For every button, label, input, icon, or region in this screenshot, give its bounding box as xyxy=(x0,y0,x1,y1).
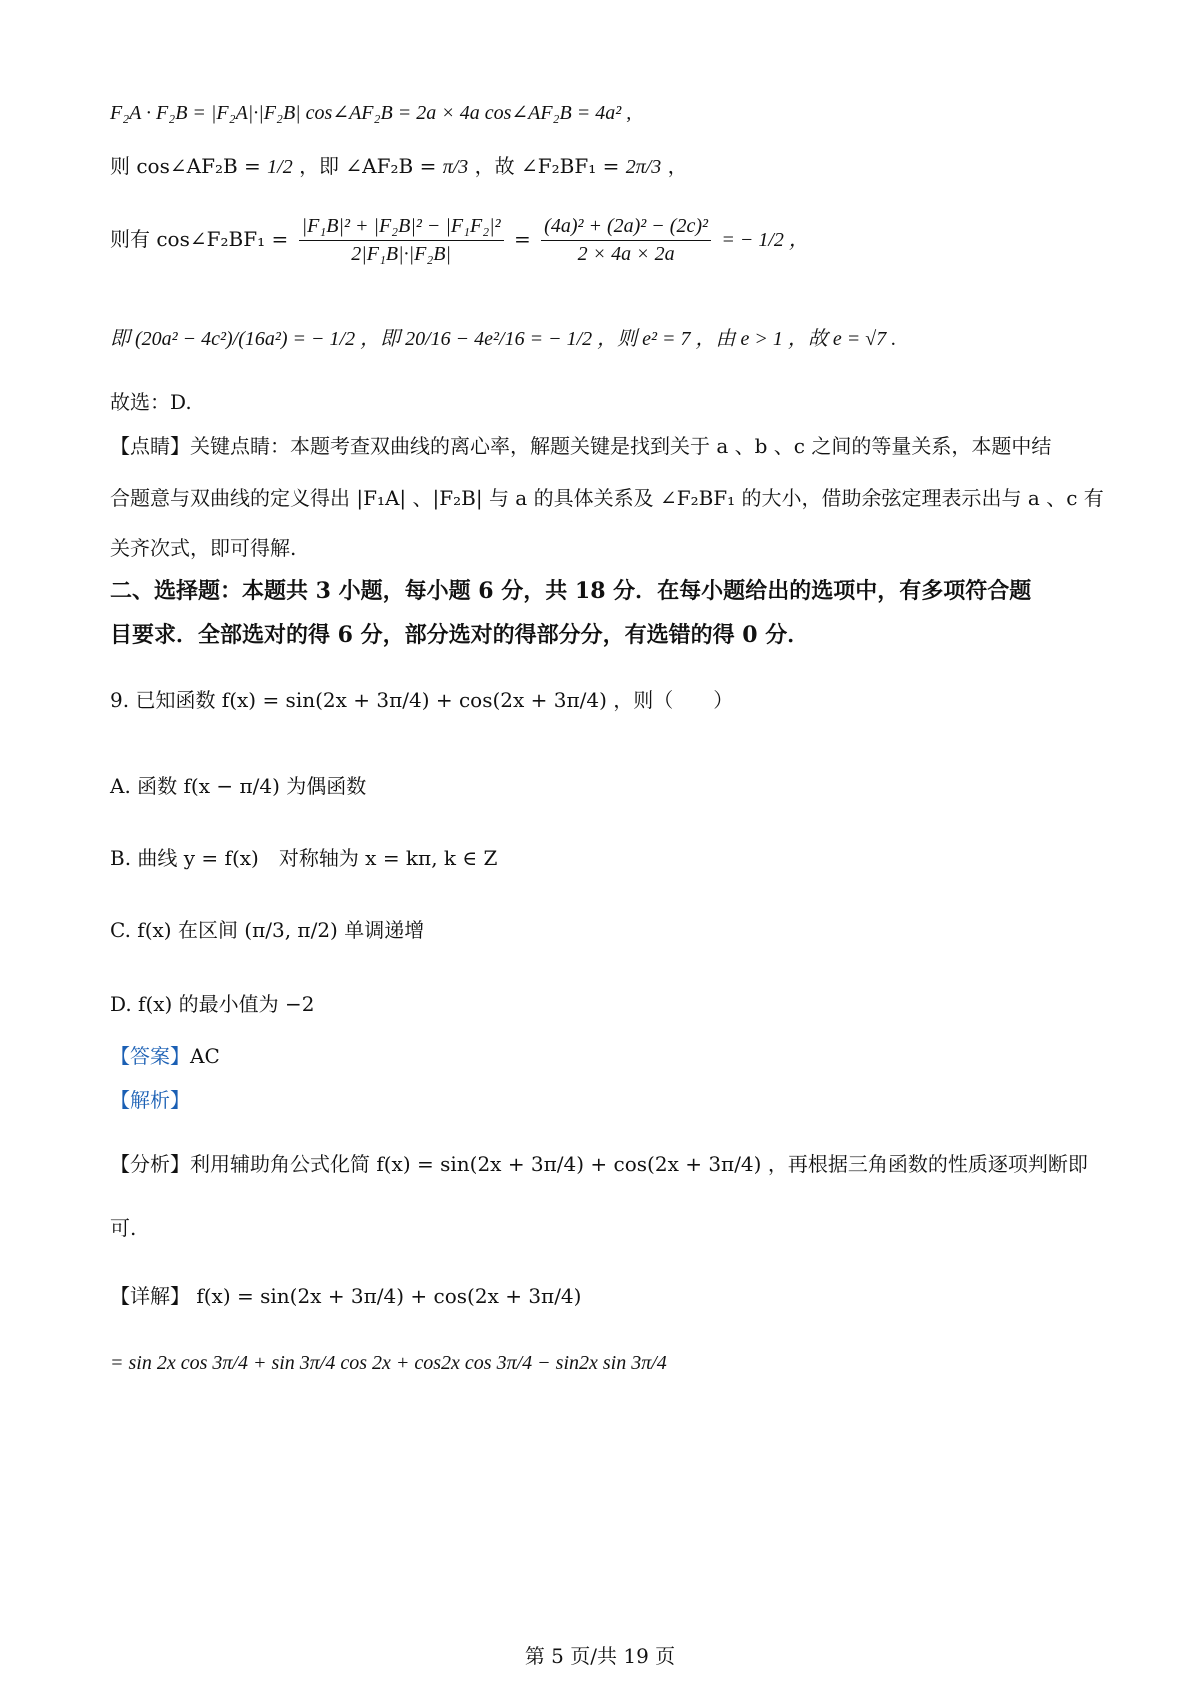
option-b: B. 曲线 y = f(x) 对称轴为 x = kπ, k ∈ Z xyxy=(110,846,498,870)
key-point-line-2: 合题意与双曲线的定义得出 |F₁A| 、|F₂B| 与 a 的具体关系及 ∠F₂BF₁ 的大小，借助余弦定理表示出与 a 、c 有 xyxy=(110,486,1104,510)
option-a: A. 函数 f(x − π/4) 为偶函数 xyxy=(110,774,367,798)
equation-cos-angle: 则 cos∠AF₂B = 1/2 ，即 ∠AF₂B = π/3 ，故 ∠F₂BF₁ = 2π/3 ， xyxy=(110,154,688,178)
question-9: 9. 已知函数 f(x) = sin(2x + 3π/4) + cos(2x + 3π/4) ，则（ ） xyxy=(110,688,734,712)
page-footer: 第 5 页/共 19 页 xyxy=(524,1644,676,1668)
analysis-tag: 【解析】 xyxy=(110,1088,190,1112)
equation-cosine-law: 则有 cos∠F₂BF₁ = $\frac{\text{|F₁B|² + |F₂B|² − |F₁F₂|²}}{\text{2|F₁B|·|F₂B|}}$ = $\frac{\text{(4a)² + (2a)² − (2c)²}}{2 \times 4a \times 2a}$ = − 1/2 ， xyxy=(110,215,809,265)
key-point-line-1: 【点睛】关键点睛：本题考查双曲线的离心率，解题关键是找到关于 a 、b 、c 之间的等量关系，本题中结 xyxy=(110,434,1052,458)
option-c: C. f(x) 在区间 (π/3, π/2) 单调递增 xyxy=(110,918,425,942)
key-point-line-3: 关齐次式，即可得解. xyxy=(110,536,297,560)
detail-line-2: = sin 2x cos 3π/4 + sin 3π/4 cos 2x + cos2x cos 3π/4 − sin2x sin 3π/4 xyxy=(110,1352,667,1374)
equation-eccentricity: 即 (20a² − 4c²)/(16a²) = − 1/2 ，即 20/16 − 4e²/16 = − 1/2 ，则 e² = 7 ，由 e > 1 ，故 e = √7 . xyxy=(110,328,897,350)
answer-tag: 【答案】 xyxy=(110,1044,190,1068)
answer-line xyxy=(110,1040,220,1069)
section-heading-1: 二、选择题：本题共 3 小题，每小题 6 分，共 18 分．在每小题给出的选项中，有多项符合题 xyxy=(110,578,1032,604)
answer-value: AC xyxy=(190,1044,220,1068)
detail-line-1: 【详解】 f(x) = sin(2x + 3π/4) + cos(2x + 3π/4) xyxy=(110,1284,582,1308)
answer-choice-line: 故选：D. xyxy=(110,390,192,414)
analysis-line-1: 【分析】利用辅助角公式化简 f(x) = sin(2x + 3π/4) + cos(2x + 3π/4) ，再根据三角函数的性质逐项判断即 xyxy=(110,1152,1088,1176)
section-heading-2: 目要求．全部选对的得 6 分，部分选对的得部分分，有选错的得 0 分． xyxy=(110,622,810,648)
option-d: D. f(x) 的最小值为 −2 xyxy=(110,992,315,1016)
analysis-line-2: 可. xyxy=(110,1216,137,1240)
equation-dot-product: F₂A · F₂B = |F₂A|·|F₂B| cos∠AF₂B = 2a × 4a cos∠AF₂B = 4a² , xyxy=(110,102,632,124)
